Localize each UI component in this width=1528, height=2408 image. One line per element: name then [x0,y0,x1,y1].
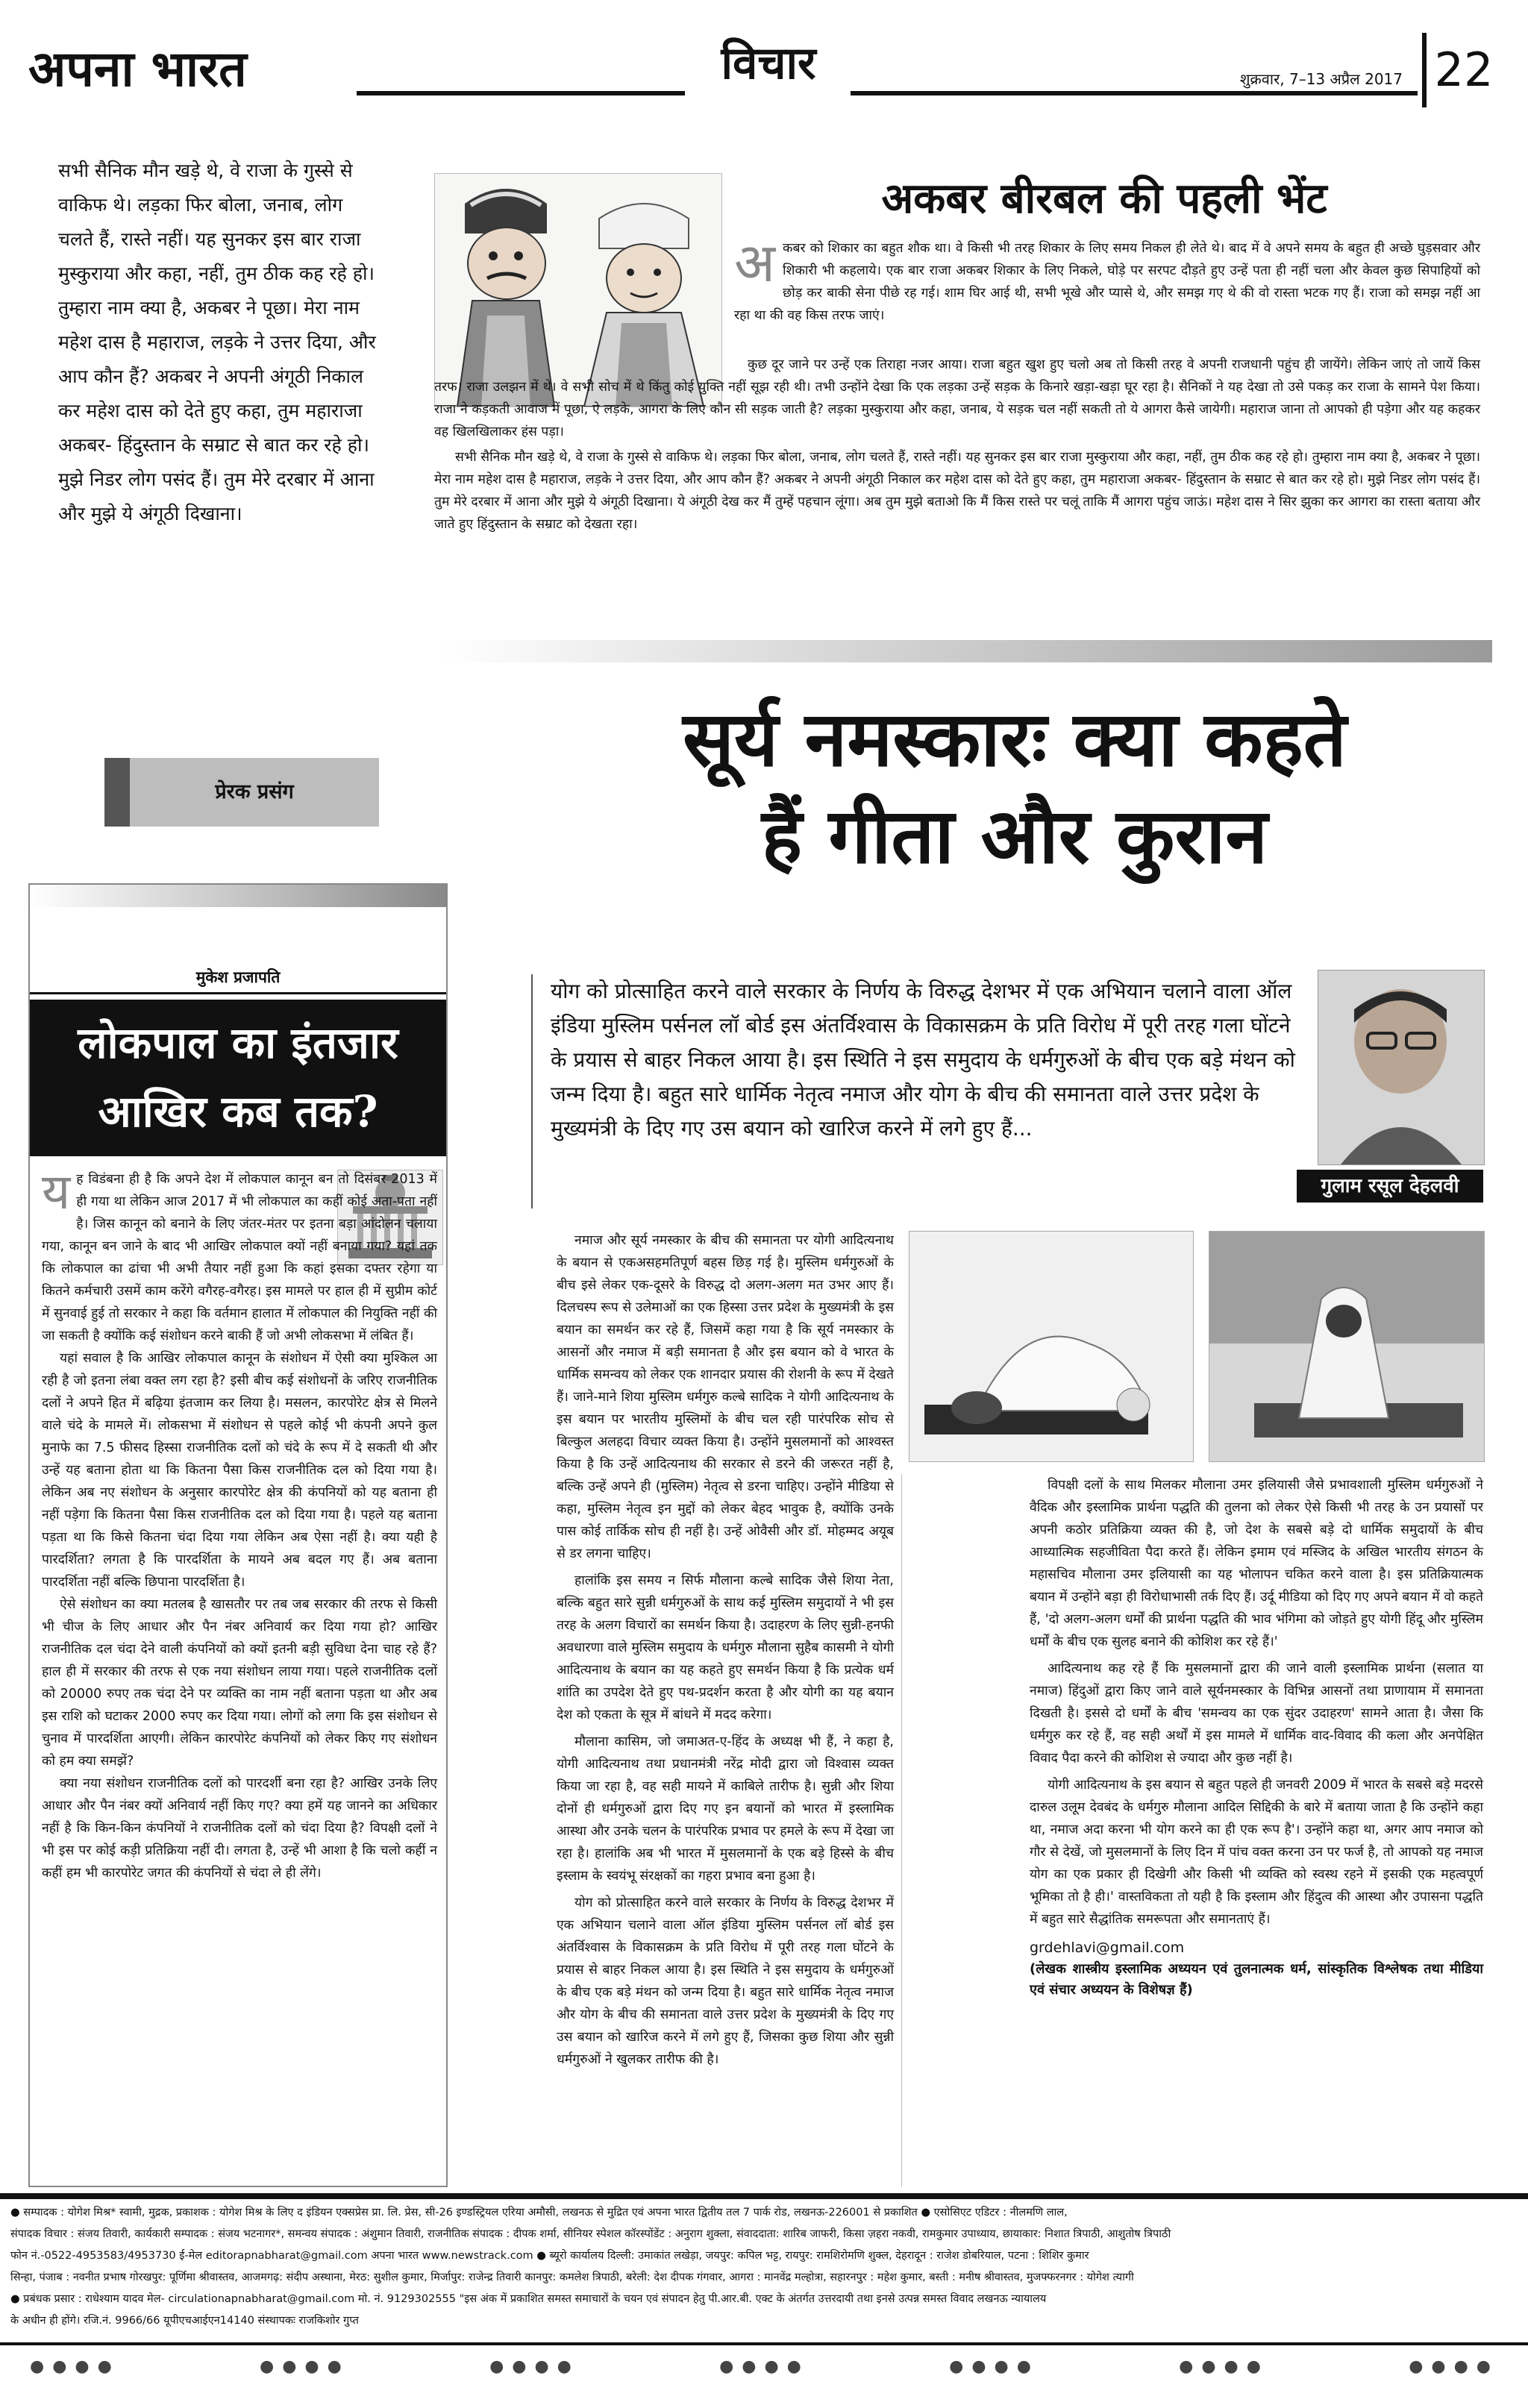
footer-top-rule [0,2193,1528,2199]
surya-col1-paragraph-1: नमाज और सूर्य नमस्कार के बीच की समानता पर योगी आदित्यनाथ के बयान से एकअसहमतिपूर्ण बहस छिड़ गई है। मुस्लिम धर्मगुरुओं के बीच इसे लेकर एक-दूसरे के विरुद्ध दो अलग-अलग मत उभर आए हैं। दिलचस्प रूप से उलेमाओं का एक हिस्सा उत्तर प्रदेश के मुख्यमंत्री के इस बयान का समर्थन कर रहे हैं, जिसमें कहा गया है कि सूर्य नमस्कार के आसनों और नमाज में बड़ी समानता है और इस बयान को वे भारत के धार्मिक समन्वय को लेकर एक शानदार प्रयास की रोशनी के रूप में देखते हैं। जाने-माने शिया मुस्लिम धर्मगुरु कल्बे सादिक ने योगी आदित्यनाथ के इस बयान पर भारतीय मुस्लिमों के बीच चल रही पारंपरिक सोच से बिल्कुल अलहदा विचार व्यक्त किया है। उन्होंने मुसलमानों को आश्वस्त किया है कि उन्हें आदित्यनाथ की सरकार से डरने की जरूरत नहीं है, बल्कि उन्हें अपने ही (मुस्लिम) नेतृत्व से डरना चाहिए। उन्होंने मीडिया से कहा, मुस्लिम नेतृत्व इन मुद्दों को लेकर बेहद भावुक है, क्योंकि उनके पास कोई तार्किक सोच ही नहीं है। उन्हें ओवैसी और डॉ. मोहम्मद अयूब से डर लगना चाहिए। [557,1233,894,1561]
lokpal-paragraph-1-text: ह विडंबना ही है कि अपने देश में लोकपाल कानून बन तो दिसंबर 2013 में ही गया था लेकिन आज 2017 में भी लोकपाल का कहीं कोई अता-पता नहीं है। जिस कानून को बनाने के लिए जंतर-मंतर पर इतना बड़ा आंदोलन चलाया गया, कानून बन जाने के बाद भी आखिर लोकपाल क्यों नहीं बनाया गया? यहां तक कि लोकपाल का ढांचा भी अभी तैयार नहीं हुआ कि कहां इसका दफ्तर रहेगा या कितने कर्मचारी उसमें काम करेंगे वगैरह-वगैरह। इस मामले पर हाल ही में सुप्रीम कोर्ट में सुनवाई हुई तो सरकार ने कहा कि वर्तमान हालात में लोकपाल की नियुक्ति नहीं की जा सकती है क्योंकि कई संशोधन करने बाकी हैं जो अभी लोकसभा में लंबित हैं। [42,1172,437,1343]
author-note: (लेखक शास्त्रीय इस्लामिक अध्ययन एवं तुलनात्मक धर्म, सांस्कृतिक विश्लेषक तथा मीडिया एवं संचार अध्ययन के विशेषज्ञ हैं) [1030,1961,1483,1998]
lokpal-paragraph-2: यहां सवाल है कि आखिर लोकपाल कानून के संशोधन में ऐसी क्या मुश्किल आ रही है जो इतना लंबा वक्त लग रहा है? इसी बीच कई संशोधनों के जरिए राजनीतिक दलों ने अपने हित में बढ़िया इंतजाम कर लिया है। मसलन, कारपोरेट क्षेत्र से मिलने वाले चंदे के मामले में। लोकसभा में संशोधन से पहले कोई भी कंपनी अपने कुल मुनाफे का 7.5 फीसद हिस्सा राजनीतिक दलों को चंदे के रूप में दे सकती थी और उन्हें यह बताना होता था कि कितना पैसा किस राजनीतिक दल को दिया गया है। लेकिन अब नए संशोधन के अनुसार कारपोरेट क्षेत्र की कंपनियों को यह बताना ही नहीं पड़ेगा कि कितना पैसा किस राजनीतिक दल को दिया गया है। पहले यह बताना पड़ता था कि किसे कितना चंदा दिया गया लेकिन अब ऐसा नहीं है। क्या यही है पारदर्शिता? लगता है कि पारदर्शिता के मायने अब बदल गए हैं। अब बताना पारदर्शिता नहीं बल्कि छिपाना पारदर्शिता है। [42,1351,437,1590]
surya-col2-paragraph-2: आदित्यनाथ कह रहे हैं कि मुसलमानों द्वारा की जाने वाली इस्लामिक प्रार्थना (सलात या नमाज) हिंदुओं द्वारा किए जाने वाले सूर्यनमस्कार के विभिन्न आसनों तथा प्राणायाम में समानता दिखती है। इससे दो धर्मों के बीच 'समन्वय का एक सुंदर उदाहरण' सामने आता है। जैसा कि धर्मगुरु कर रहे हैं, वह सही अर्थों में इस मामले में धार्मिक वाद-विवाद की कला और अनपेक्षित विवाद पैदा करने की कोशिश से ज्यादा और कुछ नहीं है। [1030,1661,1483,1766]
surya-column-2 [1030,1474,1483,2001]
header-rule-right [851,91,1418,95]
surya-col1-paragraph-2: हालांकि इस समय न सिर्फ मौलाना कल्बे सादिक जैसे शिया नेता, बल्कि बहुत सारे सुन्नी धर्मगुरुओं के साथ कई मुस्लिम समुदायों ने भी इस तरह के अलग विचारों का समर्थन किया है। उदाहरण के लिए सुन्नी-हनफी अवधारणा वाले मुस्लिम समुदाय के धर्मगुरु मौलाना सुहैब कासमी ने योगी आदित्यनाथ के बयान का यह कहते हुए समर्थन किया है कि प्रत्येक धर्म शांति का उपदेश देते हुए पथ-प्रदर्शन करता है और योगी का यह बयान देश को एकता के सूत्र में बांधने में मदद करेगा। [557,1573,894,1722]
lokpal-paragraph-3: ऐसे संशोधन का क्या मतलब है खासतौर पर तब जब सरकार की तरफ से किसी भी चीज के लिए आधार और पैन नंबर अनिवार्य कर दिया गया हो? आखिर राजनीतिक दल चंदा देने वाली कंपनियों को क्यों इतनी बड़ी सुविधा देना चाह रहे हैं? हाल ही में सरकार की तरफ से एक नया संशोधन लाया गया। पहले राजनीतिक दलों को 20000 रुपए तक चंदा देने पर व्यक्ति का नाम नहीं बताना पड़ता था और अब इस राशि को घटाकर 2000 रुपए कर दिया गया। लोगों को लगा कि इस संशोधन से चुनाव में पारदर्शिता आएगी। लेकिन कारपोरेट कंपनियों को लेकर किए गए संशोधन को हम क्या समझें? [42,1597,437,1769]
surya-headline [522,691,1507,885]
dropcap: य [42,1163,71,1220]
surya-col1-paragraph-3: मौलाना कासिम, जो जमाअत-ए-हिंद के अध्यक्ष भी हैं, ने कहा है, योगी आदित्यनाथ तथा प्रधानमंत्री नरेंद्र मोदी द्वारा जो विश्वास व्यक्त किया जा रहा है, वह सही मायने में काबिले तारीफ है। सुन्नी और शिया दोनों ही धर्मगुरुओं द्वारा दिए गए इन बयानों को भारत में इस्लामिक आस्था और उनके चलन के पारंपरिक प्रभाव पर हमले के रूप में देखा जा रहा है। हालांकि अब भी भारत में मुसलमानों के एक बड़े हिस्से के बीच इस्लाम के स्वयंभू संरक्षकों का गहरा प्रभाव बना हुआ है। [557,1734,894,1884]
dot-mark: ● ● ● ● [260,2357,343,2376]
registration-marks [30,2357,1492,2376]
imprint [10,2202,1518,2332]
surya-title-line-1: सूर्य नमस्कारः क्या कहते [683,695,1347,784]
lokpal-article [42,1163,437,1884]
imprint-line-5: ● प्रबंधक प्रसार : राधेश्याम यादव मेल- circulationapnabharat@gmail.com मो. नं. 9129302555 "इस अंक में प्रकाशित समस्त समाचारों के चयन एवं संपादन हेतु पी.आर.बी. एक्ट के अंतर्गत उत्तरदायी तथा इनसे उत्पन्न समस्त विवाद लखनऊ न्यायालय [10,2293,1047,2305]
author-email: grdehlavi@gmail.com [1030,1940,1185,1956]
footer-bottom-rule [0,2342,1528,2345]
imprint-line-4: सिन्हा, पंजाब : नवनीत प्रभाष गोरखपुर: पूर्णिमा श्रीवास्तव, आजमगढ़: संदीप अस्थाना, मेरठ: सुशील कुमार, मिर्जापुर: राजेन्द्र तिवारी कानपुर: कमलेश त्रिपाठी, बरेली: देश दीपक गंगवार, आगरा : मानवेंद्र मल्होत्रा, सहारनपुर : महेश कुमार, बस्ती : मनीष श्रीवास्तव, मुजफ्फरनगर : योगेश त्यागी [10,2271,1134,2283]
page-number: 22 [1422,33,1501,107]
author-photo [1318,970,1485,1165]
intro-left-rule [531,974,533,1208]
imprint-line-1: ● सम्पादक : योगेश मिश्र* स्वामी, मुद्रक, प्रकाशक : योगेश मिश्र के लिए द इंडियन एक्सप्रेस प्रा. लि. प्रेस, सी-26 इण्डस्ट्रियल एरिया अमौसी, लखनऊ से मुद्रित एवं अपना भारत द्वितीय तल 7 पार्क रोड, लखनऊ-226001 से प्रकाशित ● एसोसिएट एडिटर : नीलमणि लाल, [10,2207,1068,2219]
lokpal-headline-box [30,1000,446,1156]
lokpal-title-line-2: आखिर कब तक? [98,1086,378,1137]
surya-title-line-2: हैं गीता और कुरान [761,791,1268,881]
lokpal-paragraph-4: क्या नया संशोधन राजनीतिक दलों को पारदर्शी बना रहा है? आखिर उनके लिए आधार और पैन नंबर क्यों अनिवार्य नहीं किए गए? क्या हमें यह जानने का अधिकार नहीं है कि किन-किन कंपनियों ने राजनीतिक दलों को चंदा दिया है? विपक्षी दलों ने भी इस पर कोई कड़ी प्रतिक्रिया नहीं दी। लगता है, उन्हें भी आशा है कि चलो कहीं न कहीं हम भी कारपोरेट जगत की कंपनियों से चंदा ले ही लेंगे। [42,1776,437,1881]
section-separator-bar [442,640,1492,662]
dateline: शुक्रवार, 7–13 अप्रैल 2017 [1239,70,1403,88]
author-portrait-image [1318,971,1484,1164]
prerak-prasang-label: प्रेरक प्रसंग [104,758,379,827]
imprint-line-3: फोन नं.-0522-4953583/4953730 ई-मेल editorapnabharat@gmail.com अपना भारत www.newstrack.com ● ब्यूरो कार्यालय दिल्ली: उमाकांत लखेड़ा, जयपुर: कपिल भट्ट, रायपुर: रामशिरोमणि शुक्ल, देहरादून : राजेश डोबरियाल, पटना : शिशिर कुमार [10,2250,1089,2262]
imprint-line-6: के अधीन ही होंगे। रजि.नं. 9966/66 यूपीएचआईएन14140 संस्थापकः राजकिशोर गुप्त [10,2315,359,2327]
imprint-line-2: संपादक विचार : संजय तिवारी, कार्यकारी सम्पादक : संजय भटनागर*, समन्वय संपादक : अंशुमान तिवारी, राजनीतिक संपादक : दीपक शर्मा, सीनियर स्पेशल कॉरस्पोंडेंट : अनुराग शुक्ला, संवाददाता: शारिब जाफरी, किसा ज़हरा नकवी, रामकुमार उपाध्याय, छायाकार: निशात त्रिपाठी, आशुतोष त्रिपाठी [10,2228,1171,2240]
dot-mark: ● ● ● ● [489,2357,573,2376]
surya-col2-paragraph-1: विपक्षी दलों के साथ मिलकर मौलाना उमर इलियासी जैसे प्रभावशाली मुस्लिम धर्मगुरुओं ने वैदिक और इस्लामिक प्रार्थना पद्धति की तुलना को लेकर ऐसे किसी भी तरह के उन प्रयासों पर अपनी कठोर प्रतिक्रिया व्यक्त की है, जो देश के सबसे बड़े दो धार्मिक समुदायों के बीच आध्यात्मिक सहजीविता पैदा करते हैं। लेकिन इमाम एवं मस्जिद के अखिल भारतीय संगठन के महासचिव मौलाना उमर इलियासी का यह भोलापन चकित करने वाला है। इस प्रतिक्रियात्मक बयान में उन्होंने बड़ा ही विरोधाभासी तर्क दिए हैं। उर्दू मीडिया को दिए गए अपने बयान में वो कहते हैं, 'दो अलग-अलग धर्मों की प्रार्थना पद्धति की भाव भंगिमा को जोड़ते हुए योगी हिंदू और मुस्लिम धर्मों के बीच एक सुलह बनाने की कोशिश कर रहे हैं।' [1030,1478,1483,1649]
surya-intro [551,974,1304,1146]
section-title: विचार [721,37,816,90]
surya-col1-paragraph-4: योग को प्रोत्साहित करने वाले सरकार के निर्णय के विरुद्ध देशभर में एक अभियान चलाने वाला ऑल इंडिया मुस्लिम पर्सनल लॉ बोर्ड इस अंतर्विश्वास के विकासक्रम के प्रति विरोध में पूरी तरह गला घोंटने के प्रयास से बाहर निकल आया है। इस स्थिति ने इस समुदाय के धर्मगुरुओं के बीच एक बड़े मंथन को जन्म दिया है। बहुत सारे धार्मिक नेतृत्व नमाज और योग के बीच की समानता वाले उत्तर प्रदेश के मुख्यमंत्री के दिए गए उस बयान को खारिज करने में लगे हुए हैं, जिसका कुछ शिया और सुन्नी धर्मगुरुओं ने खुलकर तारीफ की है। [557,1896,894,2067]
dot-mark: ● ● ● ● [1409,2357,1492,2376]
lokpal-byline: मुकेश प्रजापति [195,968,281,986]
lokpal-title-line-1: लोकपाल का इंतजार [78,1018,398,1068]
akbar-article-lower [434,354,1480,536]
namaz-photo [909,1231,1194,1462]
column-rule [901,1474,902,2187]
dropcap: अ [734,231,776,294]
left-column-continuation [58,154,379,531]
dot-mark: ● ● ● ● [719,2357,803,2376]
author-caption: गुलाम रसूल देहलवी [1297,1170,1483,1203]
akbar-paragraph-2: कुछ दूर जाने पर उन्हें एक तिराहा नजर आया। राजा बहुत खुश हुए चलो अब तो किसी तरह वे अपनी राजधानी पहुंच ही जायेंगे। लेकिन जाएं तो जायें किस तरफ। राजा उलझन में थे। वे सभी सोच में थे किंतु कोई युक्ति नहीं सूझ रही थी। तभी उन्होंने देखा कि एक लड़का उन्हें सड़क के किनारे खड़ा-खड़ा घूर रहा है। सैनिकों ने यह देखा तो उसे पकड़ कर राजा के सामने पेश किया। राजा ने कड़कती आवाज में पूछा, ऐ लड़के, आगरा के लिए कौन सी सड़क जाती है? लड़का मुस्कुराया और कहा, जनाब, ये सड़क चल नहीं सकती तो ये आगरा कैसे जायेगी। महाराज जाना तो आपको ही पड़ेगा और यह कहकर वह खिलखिलाकर हंस पड़ा। [434,357,1480,439]
surya-intro-text: योग को प्रोत्साहित करने वाले सरकार के निर्णय के विरुद्ध देशभर में एक अभियान चलाने वाला ऑल इंडिया मुस्लिम पर्सनल लॉ बोर्ड इस अंतर्विश्वास के विकासक्रम के प्रति विरोध में पूरी तरह गला घोंटने के प्रयास से बाहर निकल आया है। इस स्थिति ने इस समुदाय के धर्मगुरुओं के बीच एक बड़े मंथन को जन्म दिया है। बहुत सारे धार्मिक नेतृत्व नमाज और योग के बीच की समानता वाले उत्तर प्रदेश के मुख्यमंत्री के दिए गए उस बयान को खारिज करने में लगे हुए हैं... [551,979,1295,1141]
akbar-article [734,231,1480,327]
namaz-prayer-image [909,1232,1193,1461]
byline-rule [30,992,446,994]
surya-namaskar-photo [1209,1231,1485,1462]
header-rule-left [357,91,685,95]
masthead: अपना भारत [28,40,247,98]
dot-mark: ● ● ● ● [30,2357,113,2376]
akbar-paragraph-1 [734,231,1480,327]
akbar-paragraph-1-text: कबर को शिकार का बहुत शौक था। वे किसी भी तरह शिकार के लिए समय निकल ही लेते थे। बाद में वे अपने समय के बहुत ही अच्छे घुड़सवार और शिकारी भी कहलाये। एक बार राजा अकबर शिकार के लिए निकले, घोड़े पर सरपट दौड़ते हुए उन्हें पता ही नहीं चला और केवल कुछ सिपाहियों को छोड़ कर बाकी सेना पीछे रह गई। शाम घिर आई थी, सभी भूखे और प्यासे थे, और समझ गए थे की वो रास्ता भटक गए हैं। राजा को समझ नहीं आ रहा था की वह किस तरफ जाएं। [734,241,1480,323]
yoga-pose-image [1209,1232,1484,1461]
surya-column-1 [557,1229,894,2071]
dot-mark: ● ● ● ● [1179,2357,1262,2376]
akbar-title: अकबर बीरबल की पहली भेंट [881,174,1327,223]
dot-mark: ● ● ● ● [949,2357,1033,2376]
surya-col2-paragraph-3: योगी आदित्यनाथ के इस बयान से बहुत पहले ही जनवरी 2009 में भारत के सबसे बड़े मदरसे दारुल उलूम देवबंद के धर्मगुरु मौलाना आदिल सिद्दिकी के बारे में बताया जाता है कि उन्होंने कहा था, नमाज अदा करना भी योग करने का ही एक रूप है'। उन्होंने कहा था, अगर आप नमाज को गौर से देखें, जो मुसलमानों के लिए दिन में पांच वक्त करना उन पर फर्ज है, तो आपको यह नमाज योग का एक प्रकार ही दिखेगी और किसी भी व्यक्ति को स्वस्थ रहने में इसकी एक महत्वपूर्ण भूमिका तो है ही।' वास्तविकता तो यही है कि इस्लाम और हिंदुत्व की आस्था और उपासना पद्धति में बहुत सारे सैद्धांतिक समरूपता और समानताएं हैं। [1030,1778,1483,1927]
left-column-text: सभी सैनिक मौन खड़े थे, वे राजा के गुस्से से वाकिफ थे। लड़का फिर बोला, जनाब, लोग चलते हैं, रास्ते नहीं। यह सुनकर इस बार राजा मुस्कुराया और कहा, नहीं, तुम ठीक कह रहे हो। तुम्हारा नाम क्या है, अकबर ने पूछा। मेरा नाम महेश दास है महाराज, लड़के ने उत्तर दिया, और आप कौन हैं? अकबर ने अपनी अंगूठी निकाल कर महेश दास को देते हुए कहा, तुम महाराजा अकबर- हिंदुस्तान के सम्राट से बात कर रहे हो। मुझे निडर लोग पसंद हैं। तुम मेरे दरबार में आना और मुझे ये अंगूठी दिखाना। [58,160,376,524]
akbar-paragraph-3: सभी सैनिक मौन खड़े थे, वे राजा के गुस्से से वाकिफ थे। लड़का फिर बोला, जनाब, लोग चलते हैं, रास्ते नहीं। यह सुनकर इस बार राजा मुस्कुराया और कहा, नहीं, तुम ठीक कह रहे हो। तुम्हारा नाम क्या है, अकबर ने पूछा। मेरा नाम महेश दास है महाराज, लड़के ने उत्तर दिया, और आप कौन हैं? अकबर ने अपनी अंगूठी निकाल कर महेश दास को देते हुए कहा, तुम महाराजा अकबर- हिंदुस्तान के सम्राट से बात कर रहे हो। मुझे निडर लोग पसंद हैं। तुम मेरे दरबार में आना और मुझे ये अंगूठी दिखाना। ये अंगूठी देख कर मैं तुम्हें पहचान लूंगा। अब तुम मुझे बताओ कि मैं किस रास्ते पर चलूं ताकि मैं आगरा पहुंच जाऊं। महेश दास ने सिर झुका कर आगरा का रास्ता बताया और जाते हुए हिंदुस्तान के सम्राट को देखता रहा। [434,450,1480,532]
lokpal-paragraph-1 [42,1163,437,1347]
